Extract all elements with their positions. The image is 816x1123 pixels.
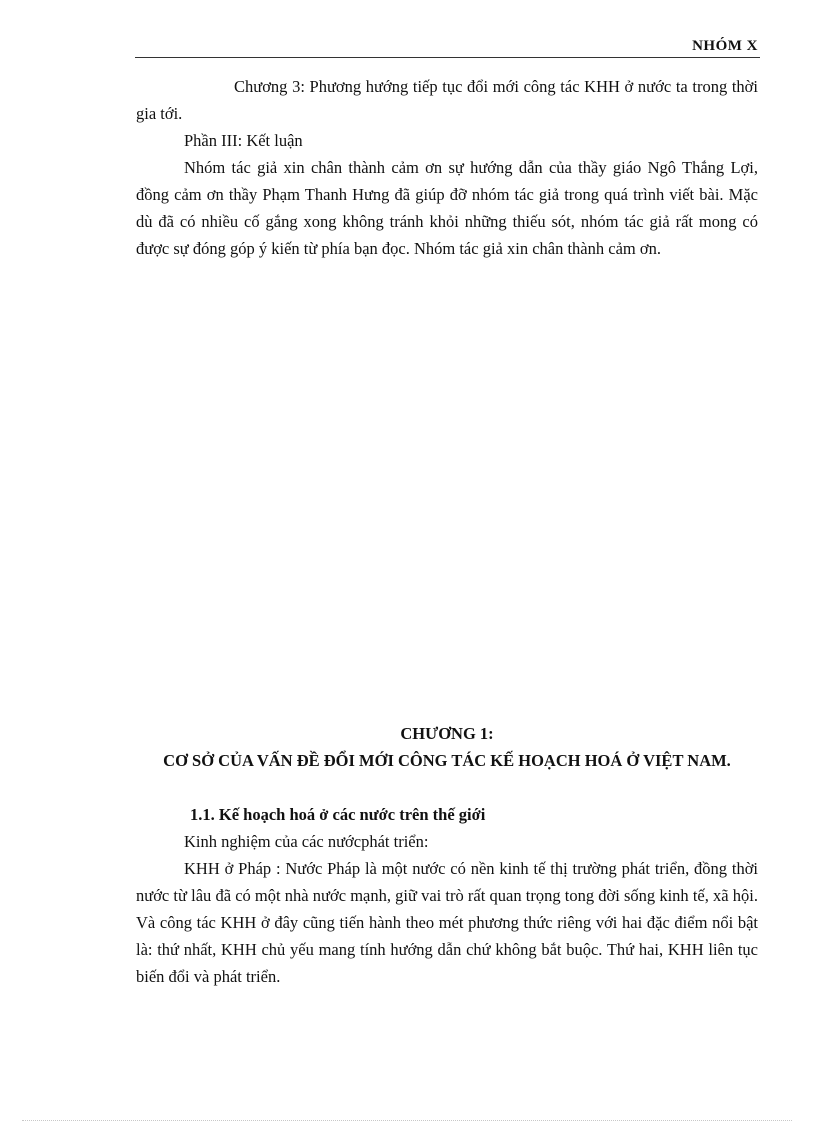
header-rule	[135, 57, 760, 58]
chapter-title: CƠ SỞ CỦA VẤN ĐỀ ĐỔI MỚI CÔNG TÁC KẾ HOẠCH HOÁ Ở VIỆT NAM.	[163, 751, 731, 770]
chapter-label: CHƯƠNG 1:	[400, 724, 494, 743]
page-header-label: NHÓM X	[692, 38, 758, 54]
chapter1-block	[136, 720, 758, 990]
section-heading: 1.1. Kế hoạch hoá ở các nước trên thế giới	[190, 805, 486, 824]
part3-outline-line: Phần III: Kết luận	[184, 131, 303, 150]
acknowledgement-paragraph: Nhóm tác giả xin chân thành cảm ơn sự hướng dẫn của thầy giáo Ngô Thắng Lợi, đồng cảm ơn thầy Phạm Thanh Hưng đã giúp đỡ nhóm tác giả trong quá trình viết bài. Mặc dù đã có nhiều cố gắng xong không tránh khỏi những thiếu sót, nhóm tác giả rất mong có được sự đóng góp ý kiến từ phía bạn đọc. Nhóm tác giả xin chân thành cảm ơn.	[136, 158, 758, 258]
france-paragraph: KHH ở Pháp : Nước Pháp là một nước có nền kinh tế thị trường phát triển, đồng thời nước từ lâu đã có một nhà nước mạnh, giữ vai trò rất quan trọng tong đời sống kinh tế, xã hội. Và công tác KHH ở đây cũng tiến hành theo mét phương thức riêng với hai đặc điểm nổi bật là: thứ nhất, KHH chủ yếu mang tính hướng dẫn chứ không bắt buộc. Thứ hai, KHH liên tục biến đổi và phát triển.	[136, 859, 758, 986]
experience-intro-line: Kinh nghiệm của các nướcphát triển:	[184, 832, 429, 851]
page-bottom-rule	[22, 1120, 792, 1121]
intro-block	[136, 73, 758, 262]
chapter3-outline-line: Chương 3: Phương hướng tiếp tục đổi mới công tác KHH ở nước ta trong thời gia tới.	[136, 77, 758, 123]
